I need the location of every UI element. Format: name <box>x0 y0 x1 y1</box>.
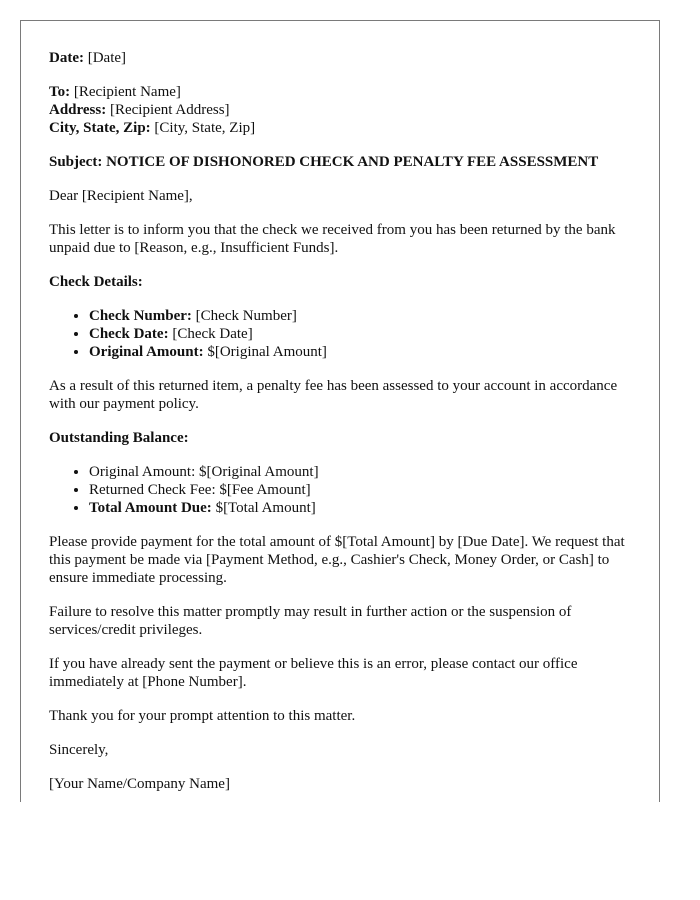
recipient-block <box>49 83 631 137</box>
list-item: • Total Amount Due: $[Total Amount] <box>89 499 631 517</box>
address-label: Address: <box>49 102 107 118</box>
date-line <box>49 49 631 67</box>
date-label: Date: <box>49 50 84 66</box>
subject-label: Subject: <box>49 154 103 170</box>
thanks-paragraph: Thank you for your prompt attention to this matter. <box>49 708 356 724</box>
intro-paragraph: This letter is to inform you that the check we received from you has been returned by the bank unpaid due to [Reason, e.g., Insufficient Funds]. <box>49 222 616 256</box>
list-item: • Check Number: [Check Number] <box>89 307 631 325</box>
subject-value: NOTICE OF DISHONORED CHECK AND PENALTY FEE ASSESSMENT <box>106 154 599 170</box>
closing: Sincerely, <box>49 742 109 758</box>
salutation: Dear [Recipient Name], <box>49 188 193 204</box>
letter-document <box>20 20 660 802</box>
list-item: • Original Amount: $[Original Amount] <box>89 463 631 481</box>
city-value: [City, State, Zip] <box>154 120 256 136</box>
payment-paragraph: Please provide payment for the total amount of $[Total Amount] by [Due Date]. We request that this payment be made via [Payment Method, e.g., Cashier's Check, Money Order, or Cash] to ensure immediate processing. <box>49 534 625 586</box>
date-value: [Date] <box>87 50 127 66</box>
contact-paragraph: If you have already sent the payment or believe this is an error, please contact our office immediately at [Phone Number]. <box>49 656 578 690</box>
signature: [Your Name/Company Name] <box>49 776 230 792</box>
check-details-heading: Check Details: <box>49 274 143 290</box>
list-item: • Check Date: [Check Date] <box>89 325 631 343</box>
to-line <box>49 83 631 101</box>
to-value: [Recipient Name] <box>73 84 181 100</box>
to-label: To: <box>49 84 71 100</box>
penalty-paragraph: As a result of this returned item, a penalty fee has been assessed to your account in accordance with our payment policy. <box>49 378 618 412</box>
address-value: [Recipient Address] <box>109 102 230 118</box>
balance-list <box>49 463 631 517</box>
city-line <box>49 119 631 137</box>
list-item: • Original Amount: $[Original Amount] <box>89 343 631 361</box>
address-line <box>49 101 631 119</box>
date-block <box>49 49 631 67</box>
city-label: City, State, Zip: <box>49 120 151 136</box>
balance-heading: Outstanding Balance: <box>49 430 189 446</box>
check-details-list <box>49 307 631 361</box>
failure-paragraph: Failure to resolve this matter promptly may result in further action or the suspension of services/credit privileges. <box>49 604 572 638</box>
list-item: • Returned Check Fee: $[Fee Amount] <box>89 481 631 499</box>
subject-line <box>49 153 631 171</box>
